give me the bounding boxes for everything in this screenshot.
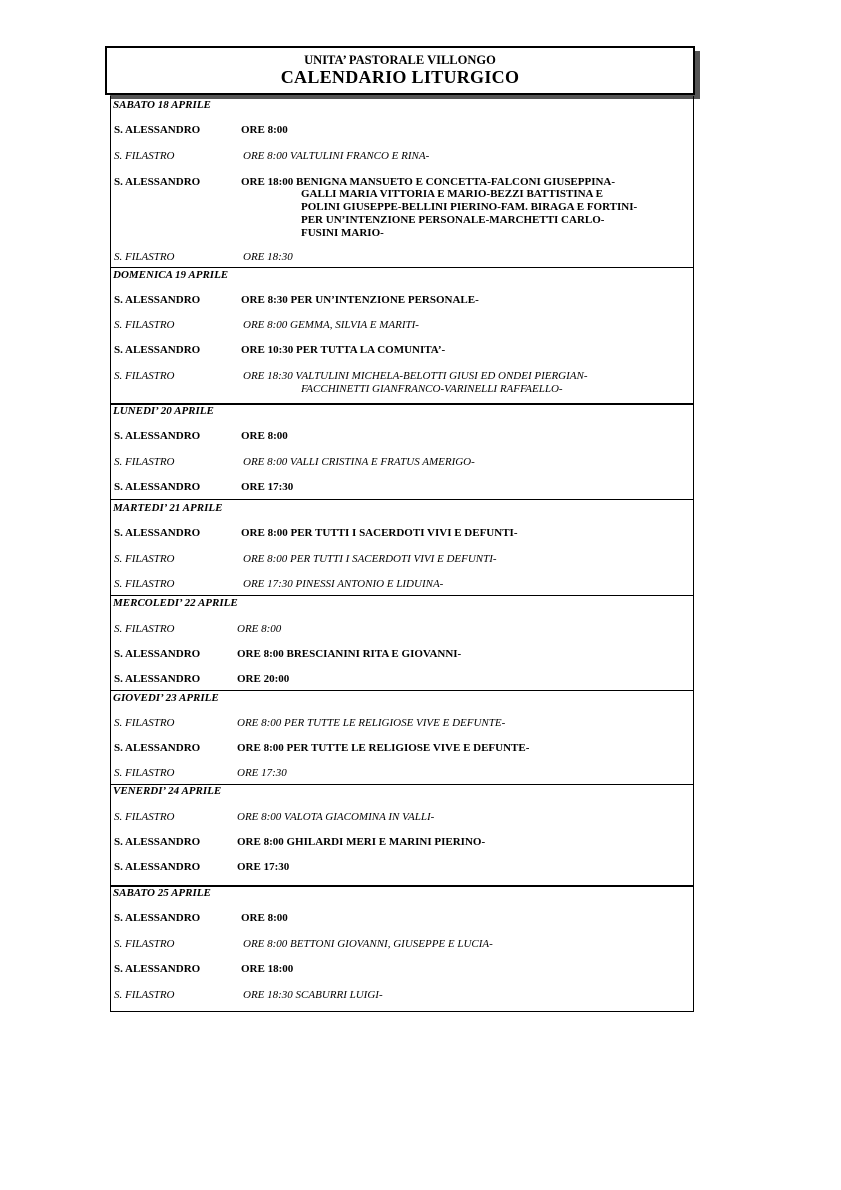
intentions-continuation: FACCHINETTI GIANFRANCO-VARINELLI RAFFAELLO-: [301, 383, 563, 395]
mass-time-intentions: ORE 8:00 BRESCIANINI RITA E GIOVANNI-: [237, 648, 462, 660]
mass-time-intentions: ORE 17:30: [237, 861, 290, 873]
day-heading: SABATO 25 APRILE: [113, 887, 211, 899]
day-heading: VENERDI’ 24 APRILE: [113, 785, 222, 797]
church-name: S. ALESSANDRO: [114, 861, 201, 873]
mass-time-intentions: ORE 18:30 VALTULINI MICHELA-BELOTTI GIUSI ED ONDEI PIERGIAN-: [243, 370, 588, 382]
church-name: S. FILASTRO: [114, 811, 175, 823]
intentions-continuation: PER UN’INTENZIONE PERSONALE-MARCHETTI CARLO-: [301, 214, 605, 226]
church-name: S. FILASTRO: [114, 717, 175, 729]
church-name: S. ALESSANDRO: [114, 963, 201, 975]
church-name: S. ALESSANDRO: [114, 836, 201, 848]
mass-time-intentions: ORE 8:00: [241, 912, 288, 924]
section-divider: [110, 690, 694, 691]
intentions-continuation: POLINI GIUSEPPE-BELLINI PIERINO-FAM. BIRAGA E FORTINI-: [301, 201, 638, 213]
church-name: S. ALESSANDRO: [114, 124, 201, 136]
church-name: S. ALESSANDRO: [114, 481, 201, 493]
intentions-continuation: GALLI MARIA VITTORIA E MARIO-BEZZI BATTISTINA E: [301, 188, 603, 200]
mass-time-intentions: ORE 17:30 PINESSI ANTONIO E LIDUINA-: [243, 578, 444, 590]
mass-time-intentions: ORE 8:00 GEMMA, SILVIA E MARITI-: [243, 319, 419, 331]
church-name: S. ALESSANDRO: [114, 912, 201, 924]
mass-time-intentions: ORE 8:00 PER TUTTE LE RELIGIOSE VIVE E DEFUNTE-: [237, 742, 530, 754]
mass-time-intentions: ORE 20:00: [237, 673, 290, 685]
church-name: S. ALESSANDRO: [114, 344, 201, 356]
mass-time-intentions: ORE 8:00 BETTONI GIOVANNI, GIUSEPPE E LUCIA-: [243, 938, 493, 950]
church-name: S. FILASTRO: [114, 623, 175, 635]
day-heading: MARTEDI’ 21 APRILE: [113, 502, 223, 514]
day-heading: GIOVEDI’ 23 APRILE: [113, 692, 219, 704]
mass-time-intentions: ORE 18:30 SCABURRI LUIGI-: [243, 989, 383, 1001]
header-box: [105, 46, 695, 95]
mass-time-intentions: ORE 8:00 PER TUTTI I SACERDOTI VIVI E DEFUNTI-: [243, 553, 497, 565]
church-name: S. FILASTRO: [114, 938, 175, 950]
church-name: S. ALESSANDRO: [114, 648, 201, 660]
church-name: S. ALESSANDRO: [114, 742, 201, 754]
church-name: S. ALESSANDRO: [114, 294, 201, 306]
mass-time-intentions: ORE 8:00 VALTULINI FRANCO E RINA-: [243, 150, 430, 162]
section-divider: [110, 595, 694, 596]
mass-time-intentions: ORE 8:00 VALLI CRISTINA E FRATUS AMERIGO-: [243, 456, 475, 468]
church-name: S. FILASTRO: [114, 456, 175, 468]
mass-time-intentions: ORE 8:00: [241, 124, 288, 136]
section-divider: [110, 499, 694, 500]
header-subtitle: UNITA’ PASTORALE VILLONGO: [304, 53, 496, 67]
church-name: S. FILASTRO: [114, 370, 175, 382]
mass-time-intentions: ORE 8:00 PER TUTTE LE RELIGIOSE VIVE E DEFUNTE-: [237, 717, 506, 729]
day-heading: LUNEDI’ 20 APRILE: [113, 405, 214, 417]
church-name: S. FILASTRO: [114, 251, 175, 263]
church-name: S. ALESSANDRO: [114, 176, 201, 188]
church-name: S. ALESSANDRO: [114, 673, 201, 685]
church-name: S. FILASTRO: [114, 989, 175, 1001]
intentions-continuation: FUSINI MARIO-: [301, 227, 384, 239]
mass-time-intentions: ORE 17:30: [237, 767, 287, 779]
church-name: S. ALESSANDRO: [114, 527, 201, 539]
mass-time-intentions: ORE 8:00 GHILARDI MERI E MARINI PIERINO-: [237, 836, 486, 848]
day-heading: DOMENICA 19 APRILE: [113, 269, 229, 281]
mass-time-intentions: ORE 18:00 BENIGNA MANSUETO E CONCETTA-FALCONI GIUSEPPINA-: [241, 176, 616, 188]
mass-time-intentions: ORE 8:00: [237, 623, 282, 635]
header-title: CALENDARIO LITURGICO: [280, 67, 520, 87]
church-name: S. ALESSANDRO: [114, 430, 201, 442]
day-heading: MERCOLEDI’ 22 APRILE: [113, 597, 238, 609]
church-name: S. FILASTRO: [114, 767, 175, 779]
mass-time-intentions: ORE 18:30: [243, 251, 293, 263]
section-divider: [110, 267, 694, 268]
mass-time-intentions: ORE 17:30: [241, 481, 294, 493]
church-name: S. FILASTRO: [114, 150, 175, 162]
church-name: S. FILASTRO: [114, 553, 175, 565]
church-name: S. FILASTRO: [114, 578, 175, 590]
church-name: S. FILASTRO: [114, 319, 175, 331]
day-heading: SABATO 18 APRILE: [113, 99, 211, 111]
mass-time-intentions: ORE 18:00: [241, 963, 294, 975]
mass-time-intentions: ORE 8:00: [241, 430, 288, 442]
mass-time-intentions: ORE 10:30 PER TUTTA LA COMUNITA’-: [241, 344, 446, 356]
mass-time-intentions: ORE 8:00 PER TUTTI I SACERDOTI VIVI E DEFUNTI-: [241, 527, 518, 539]
mass-time-intentions: ORE 8:00 VALOTA GIACOMINA IN VALLI-: [237, 811, 435, 823]
mass-time-intentions: ORE 8:30 PER UN’INTENZIONE PERSONALE-: [241, 294, 479, 306]
